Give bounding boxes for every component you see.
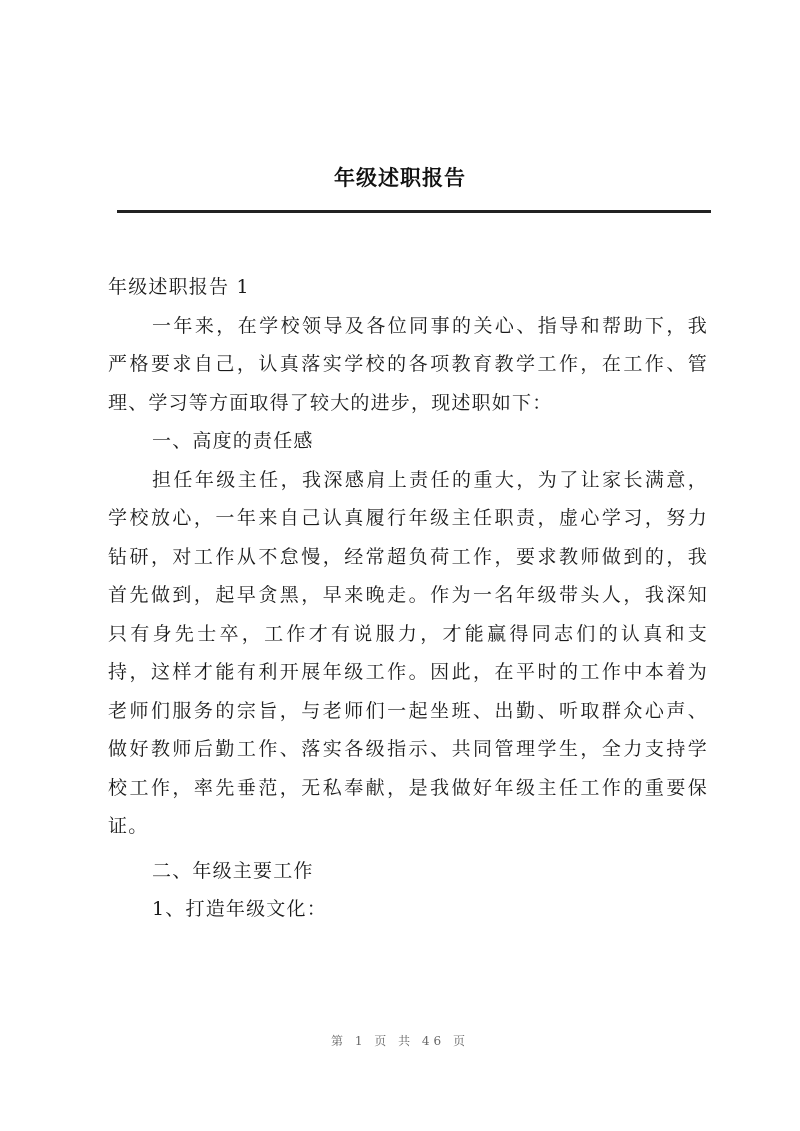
text-line: 持，这样才能有利开展年级工作。因此，在平时的工作中本着为 bbox=[108, 661, 708, 683]
text-line: 证。 bbox=[108, 815, 149, 837]
text-line: 年级述职报告 1 bbox=[108, 276, 250, 298]
title-underline bbox=[117, 210, 711, 213]
document-body bbox=[108, 268, 708, 929]
text-line: 只有身先士卒，工作才有说服力，才能赢得同志们的认真和支 bbox=[108, 622, 708, 645]
text-line: 学校放心，一年来自己认真履行年级主任职责，虚心学习，努力 bbox=[108, 507, 708, 529]
text-line: 严格要求自己，认真落实学校的各项教育教学工作，在工作、管 bbox=[108, 353, 708, 375]
document-title: 年级述职报告 bbox=[334, 166, 466, 190]
page-footer: 第 1 页 共 46 页 bbox=[331, 1034, 469, 1048]
text-line: 二、年级主要工作 bbox=[152, 859, 314, 882]
text-line: 首先做到，起早贪黑，早来晚走。作为一名年级带头人，我深知 bbox=[108, 584, 708, 606]
text-line: 校工作，率先垂范，无私奉献，是我做好年级主任工作的重要保 bbox=[108, 776, 708, 799]
text-line: 老师们服务的宗旨，与老师们一起坐班、出勤、听取群众心声、 bbox=[108, 699, 708, 722]
text-line: 做好教师后勤工作、落实各级指示、共同管理学生，全力支持学 bbox=[108, 738, 708, 760]
text-line: 理、学习等方面取得了较大的进步，现述职如下： bbox=[108, 391, 553, 414]
text-line: 1、打造年级文化： bbox=[152, 898, 327, 920]
text-line: 一年来，在学校领导及各位同事的关心、指导和帮助下，我 bbox=[152, 314, 708, 337]
text-line: 担任年级主任，我深感肩上责任的重大，为了让家长满意， bbox=[152, 468, 708, 491]
text-line: 钻研，对工作从不怠慢，经常超负荷工作，要求教师做到的，我 bbox=[108, 545, 708, 568]
text-line: 一、高度的责任感 bbox=[152, 430, 314, 452]
